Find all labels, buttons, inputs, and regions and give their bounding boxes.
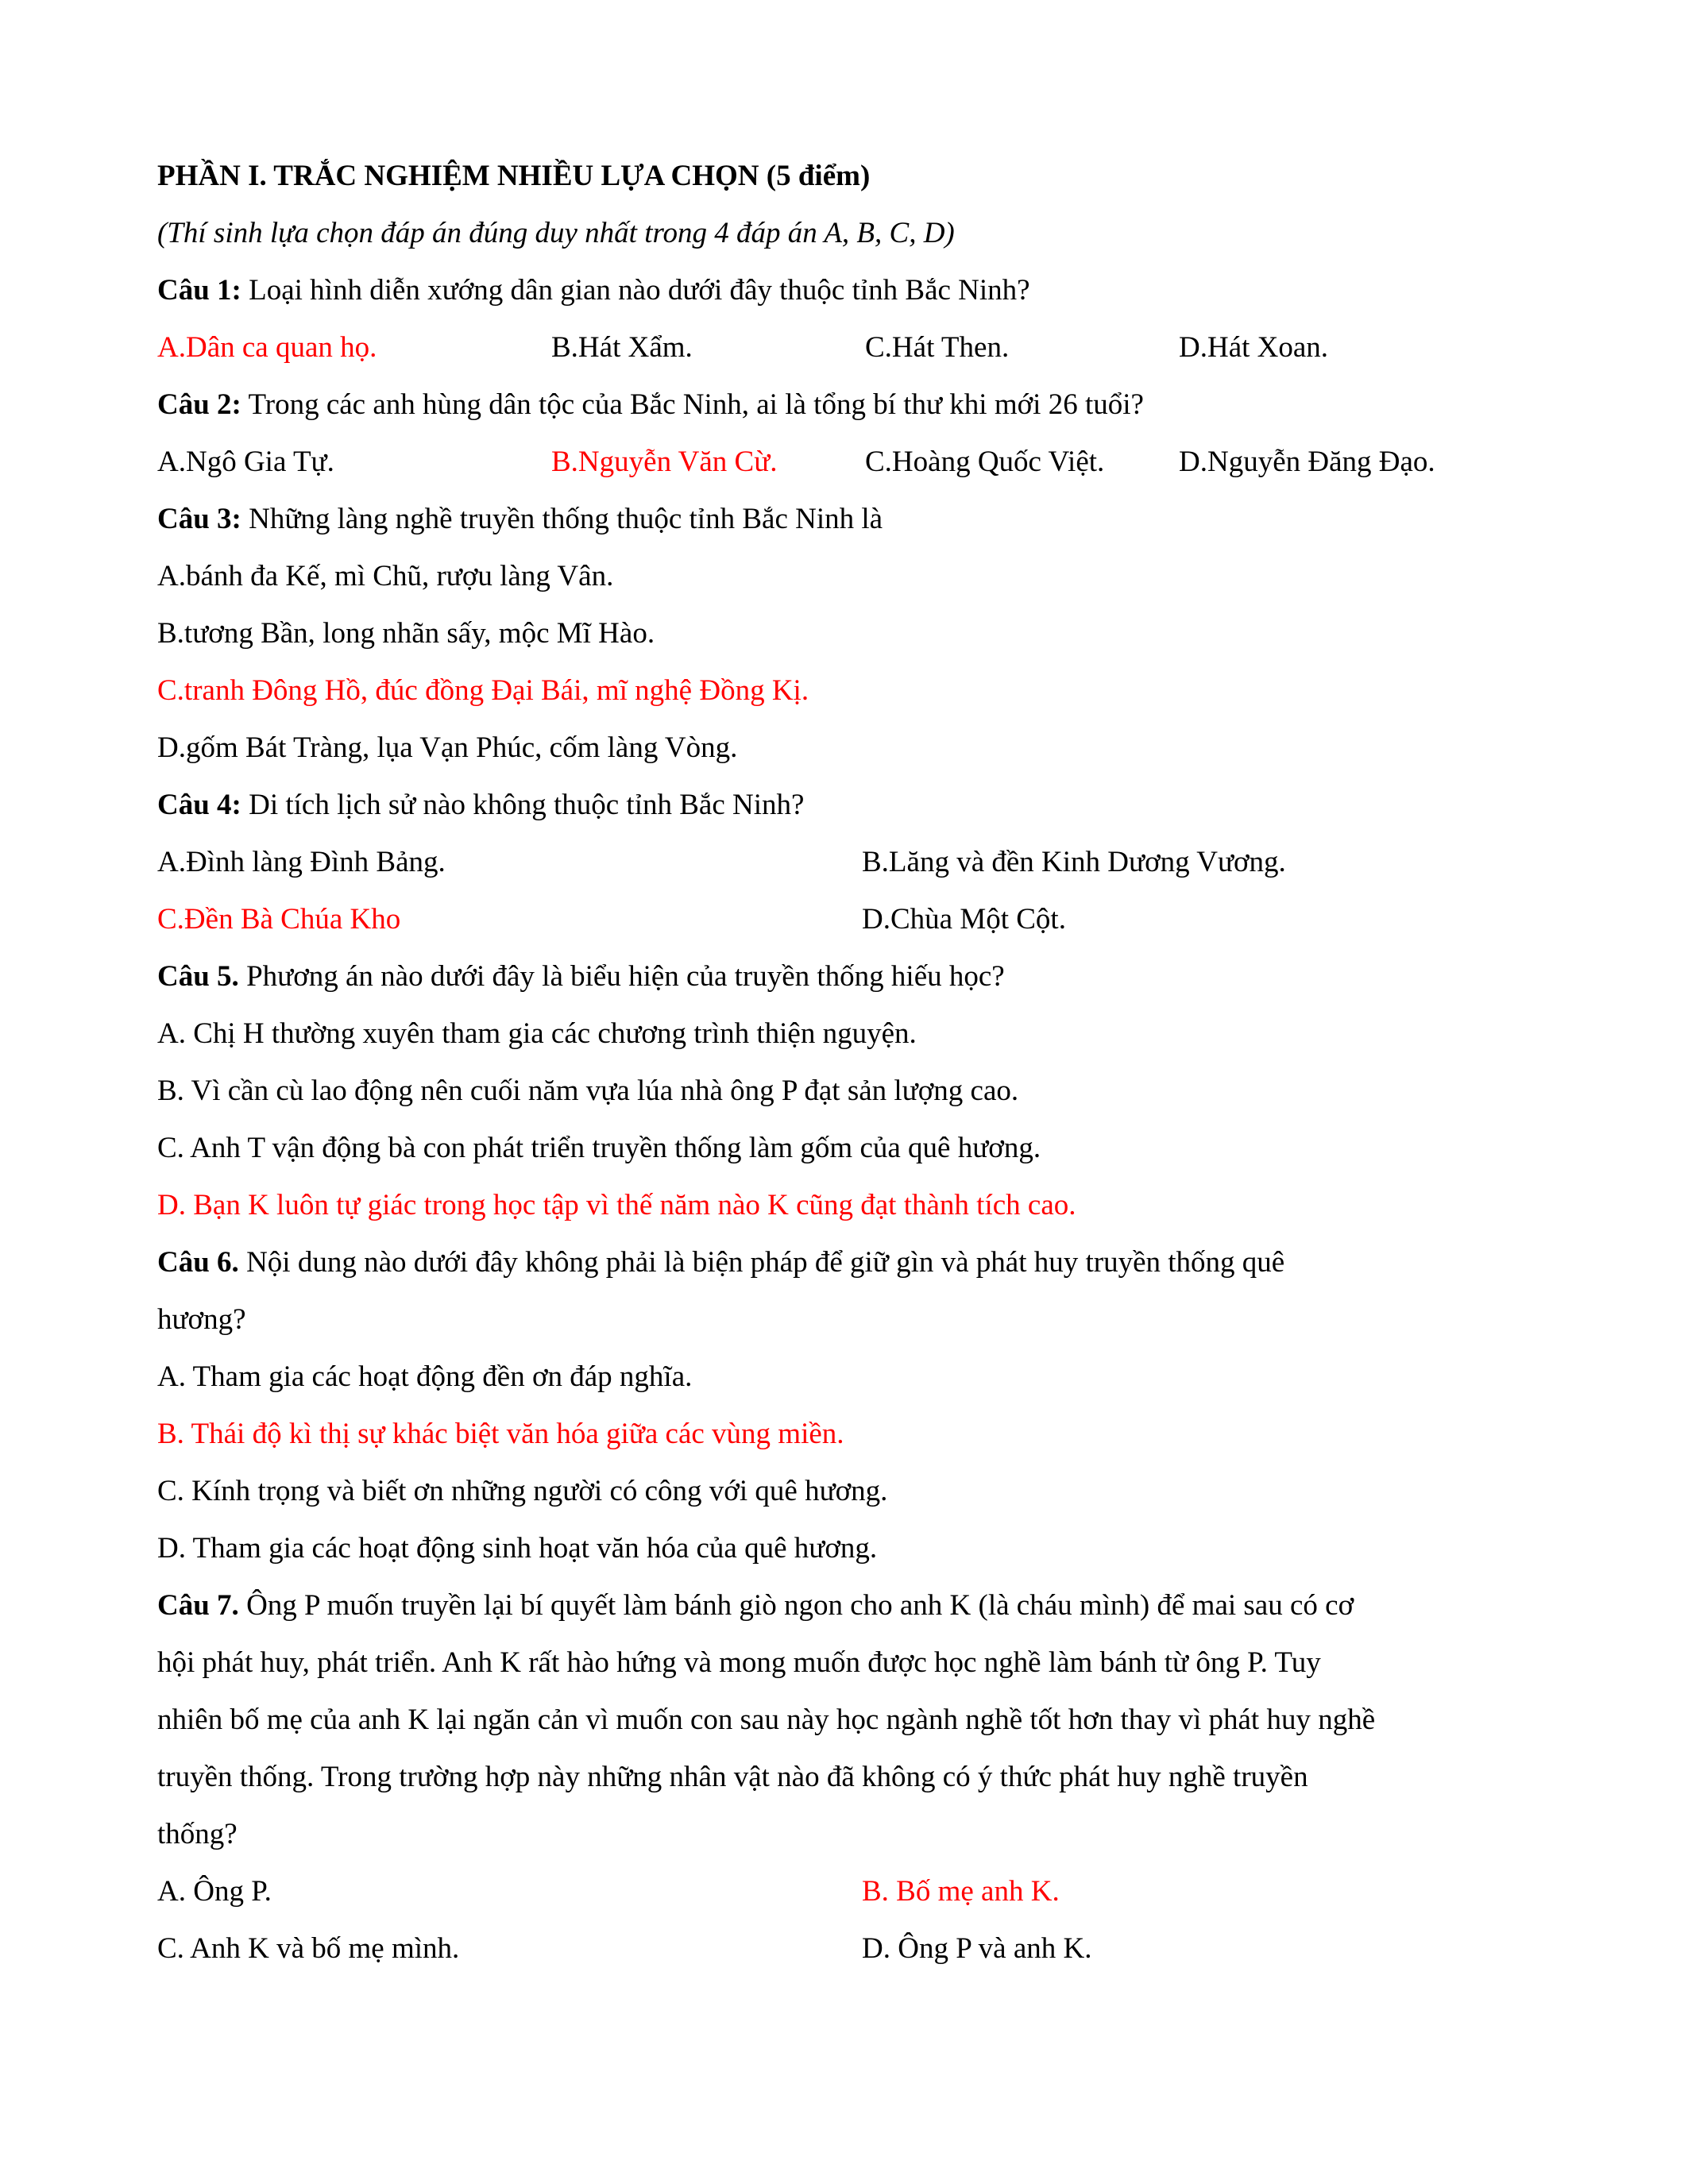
question-label: Câu 4: [157, 789, 241, 821]
question-label: Câu 2: [157, 388, 241, 421]
question-7 [157, 1577, 1539, 1634]
option-c: C.Hát Then. [865, 331, 1010, 364]
option-a: A. Tham gia các hoạt động đền ơn đáp nghĩa. [157, 1360, 693, 1393]
option-a: A.bánh đa Kế, mì Chũ, rượu làng Vân. [157, 560, 614, 592]
question-text: Loại hình diễn xướng dân gian nào dưới đây thuộc tỉnh Bắc Ninh? [241, 274, 1030, 307]
question-text-continued: hương? [157, 1303, 246, 1336]
question-label: Câu 5. [157, 960, 239, 993]
section-instruction: (Thí sinh lựa chọn đáp án đúng duy nhất trong 4 đáp án A, B, C, D) [157, 217, 955, 249]
question-text-continued: hội phát huy, phát triển. Anh K rất hào hứng và mong muốn được học nghề làm bánh từ ông P. Tuy [157, 1646, 1321, 1679]
option-b: B. Vì cần cù lao động nên cuối năm vựa lúa nhà ông P đạt sản lượng cao. [157, 1075, 1019, 1107]
option-c: C.Đền Bà Chúa Kho [157, 903, 401, 936]
option-b: B.Hát Xẩm. [551, 331, 693, 364]
option-a: A. Chị H thường xuyên tham gia các chương trình thiện nguyện. [157, 1017, 917, 1050]
option-d: D.Nguyễn Đăng Đạo. [1179, 446, 1435, 478]
question-label: Câu 7. [157, 1589, 239, 1622]
question-3 [157, 491, 1539, 548]
question-text-continued: nhiên bố mẹ của anh K lại ngăn cản vì muốn con sau này học ngành nghề tốt hơn thay vì phát huy nghề [157, 1704, 1376, 1736]
question-1 [157, 262, 1539, 319]
question-text: Nội dung nào dưới đây không phải là biện pháp để giữ gìn và phát huy truyền thống quê [238, 1246, 1285, 1279]
question-text: Di tích lịch sử nào không thuộc tỉnh Bắc Ninh? [241, 789, 805, 821]
option-d: D. Tham gia các hoạt động sinh hoạt văn hóa của quê hương. [157, 1532, 878, 1565]
option-b: B. Thái độ kì thị sự khác biệt văn hóa giữa các vùng miền. [157, 1418, 844, 1450]
option-d: D. Bạn K luôn tự giác trong học tập vì thế năm nào K cũng đạt thành tích cao. [157, 1189, 1076, 1221]
option-c: C. Kính trọng và biết ơn những người có công với quê hương. [157, 1475, 888, 1507]
question-2-options [157, 434, 1539, 491]
option-d: D. Ông P và anh K. [862, 1932, 1092, 1965]
option-d: D.Chùa Một Cột. [862, 903, 1066, 936]
question-text: Những làng nghề truyền thống thuộc tỉnh Bắc Ninh là [241, 503, 883, 535]
question-5 [157, 948, 1539, 1005]
exam-content [157, 148, 1539, 1978]
question-label: Câu 1: [157, 274, 241, 307]
option-c: C. Anh K và bố mẹ mình. [157, 1932, 460, 1965]
question-label: Câu 3: [157, 503, 241, 535]
option-a: A.Ngô Gia Tự. [157, 446, 334, 478]
question-4-options-row-1 [157, 834, 1539, 891]
question-text-continued: thống? [157, 1818, 238, 1850]
question-1-options [157, 319, 1539, 376]
question-2 [157, 376, 1539, 434]
option-b: B. Bố mẹ anh K. [862, 1875, 1060, 1908]
question-label: Câu 6. [157, 1246, 239, 1279]
section-heading: PHẦN I. TRẮC NGHIỆM NHIỀU LỰA CHỌN (5 điểm) [157, 160, 871, 192]
option-b: B.Nguyễn Văn Cừ. [551, 446, 778, 478]
question-text-continued: truyền thống. Trong trường hợp này những nhân vật nào đã không có ý thức phát huy nghề truyền [157, 1761, 1308, 1793]
option-c: C.tranh Đông Hồ, đúc đồng Đại Bái, mĩ nghệ Đồng Kị. [157, 674, 809, 707]
question-4 [157, 777, 1539, 834]
option-a: A. Ông P. [157, 1875, 272, 1908]
option-c: C. Anh T vận động bà con phát triển truyền thống làm gốm của quê hương. [157, 1132, 1041, 1164]
option-d: D.Hát Xoan. [1179, 331, 1329, 364]
question-4-options-row-2 [157, 891, 1539, 948]
question-text: Ông P muốn truyền lại bí quyết làm bánh giò ngon cho anh K (là cháu mình) để mai sau có cơ [238, 1589, 1354, 1622]
option-d: D.gốm Bát Tràng, lụa Vạn Phúc, cốm làng Vòng. [157, 731, 738, 764]
option-c: C.Hoàng Quốc Việt. [865, 446, 1105, 478]
question-7-options-row-1 [157, 1863, 1539, 1920]
option-b: B.Lăng và đền Kinh Dương Vương. [862, 846, 1286, 878]
option-b: B.tương Bần, long nhãn sấy, mộc Mĩ Hào. [157, 617, 655, 650]
question-6 [157, 1234, 1539, 1291]
option-a: A.Đình làng Đình Bảng. [157, 846, 446, 878]
question-text: Phương án nào dưới đây là biểu hiện của truyền thống hiếu học? [238, 960, 1005, 993]
option-a: A.Dân ca quan họ. [157, 331, 377, 364]
question-text: Trong các anh hùng dân tộc của Bắc Ninh, ai là tổng bí thư khi mới 26 tuổi? [241, 388, 1144, 421]
question-7-options-row-2 [157, 1920, 1539, 1978]
